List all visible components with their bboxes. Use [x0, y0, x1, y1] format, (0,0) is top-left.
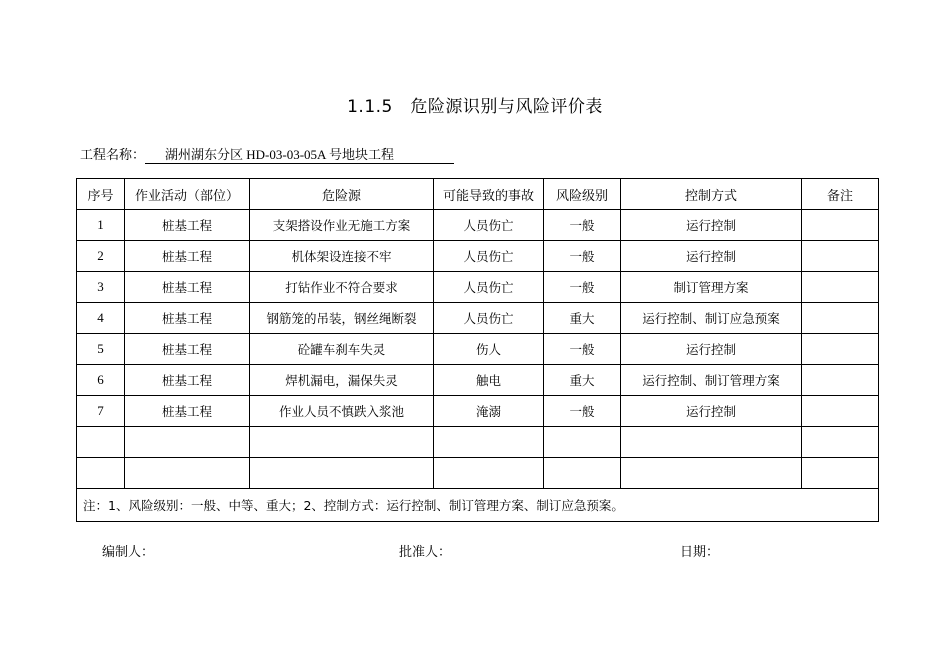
table-cell: 人员伤亡 [434, 272, 544, 303]
header-cell: 序号 [77, 179, 125, 210]
table-row [77, 272, 879, 303]
table-cell: 3 [77, 272, 125, 303]
table-cell [125, 427, 250, 458]
header-cell: 备注 [802, 179, 879, 210]
header-cell: 危险源 [250, 179, 434, 210]
table-cell: 重大 [544, 303, 621, 334]
table-cell [802, 396, 879, 427]
risk-assessment-table [76, 178, 879, 522]
table-cell: 一般 [544, 272, 621, 303]
header-cell: 控制方式 [621, 179, 802, 210]
table-cell [802, 241, 879, 272]
table-cell: 运行控制 [621, 241, 802, 272]
header-cell: 风险级别 [544, 179, 621, 210]
table-cell [434, 458, 544, 489]
table-row [77, 241, 879, 272]
table-cell [802, 334, 879, 365]
table-cell: 运行控制、制订管理方案 [621, 365, 802, 396]
prepared-by-label: 编制人： [102, 545, 155, 560]
table-cell: 机体架设连接不牢 [250, 241, 434, 272]
header-cell: 可能导致的事故 [434, 179, 544, 210]
table-cell: 作业人员不慎跌入浆池 [250, 396, 434, 427]
table-cell [802, 458, 879, 489]
table-cell [621, 458, 802, 489]
project-name-line [80, 144, 454, 164]
table-cell [802, 210, 879, 241]
table-cell: 桩基工程 [125, 365, 250, 396]
table-cell [544, 427, 621, 458]
table-row [77, 427, 879, 458]
table-cell: 7 [77, 396, 125, 427]
page-title: 1.1.5 危险源识别与风险评价表 [347, 97, 603, 117]
table-cell: 桩基工程 [125, 210, 250, 241]
table-header-row [77, 179, 879, 210]
table-cell [802, 303, 879, 334]
table-row [77, 365, 879, 396]
table-cell: 4 [77, 303, 125, 334]
table-cell [250, 458, 434, 489]
table-note-row [77, 489, 879, 522]
table-cell [802, 427, 879, 458]
project-name-label: 工程名称： [80, 148, 146, 163]
table-cell [77, 427, 125, 458]
table-row [77, 396, 879, 427]
table-cell: 运行控制 [621, 210, 802, 241]
table-cell [802, 365, 879, 396]
table-cell: 焊机漏电，漏保失灵 [250, 365, 434, 396]
project-name-value: 湖州湖东分区 HD-03-03-05A 号地块工程 [145, 144, 454, 164]
table-cell: 打钻作业不符合要求 [250, 272, 434, 303]
table-cell: 一般 [544, 396, 621, 427]
table-row [77, 210, 879, 241]
table-row [77, 458, 879, 489]
table-cell: 重大 [544, 365, 621, 396]
table-cell: 桩基工程 [125, 396, 250, 427]
table-cell: 人员伤亡 [434, 303, 544, 334]
table-body [77, 210, 879, 489]
table-cell: 一般 [544, 241, 621, 272]
table-cell: 桩基工程 [125, 241, 250, 272]
table-cell [544, 458, 621, 489]
table-cell: 运行控制 [621, 334, 802, 365]
table-cell: 桩基工程 [125, 303, 250, 334]
table-cell: 5 [77, 334, 125, 365]
table-note: 注：1、风险级别：一般、中等、重大；2、控制方式：运行控制、制订管理方案、制订应急预案。 [77, 489, 879, 522]
table-cell: 砼罐车刹车失灵 [250, 334, 434, 365]
table-cell [77, 458, 125, 489]
table-row [77, 303, 879, 334]
table-cell: 1 [77, 210, 125, 241]
table-cell: 一般 [544, 334, 621, 365]
table-cell: 支架搭设作业无施工方案 [250, 210, 434, 241]
table-cell: 运行控制、制订应急预案 [621, 303, 802, 334]
table-cell: 人员伤亡 [434, 210, 544, 241]
table-cell: 钢筋笼的吊装，钢丝绳断裂 [250, 303, 434, 334]
table-cell: 人员伤亡 [434, 241, 544, 272]
table-cell: 淹溺 [434, 396, 544, 427]
table-cell: 桩基工程 [125, 334, 250, 365]
table-cell [125, 458, 250, 489]
table-row [77, 334, 879, 365]
date-label: 日期： [680, 545, 720, 560]
table-cell [621, 427, 802, 458]
table-cell: 制订管理方案 [621, 272, 802, 303]
table-cell: 运行控制 [621, 396, 802, 427]
table-cell: 桩基工程 [125, 272, 250, 303]
header-cell: 作业活动（部位） [125, 179, 250, 210]
table-cell [250, 427, 434, 458]
table-cell: 2 [77, 241, 125, 272]
table-cell: 6 [77, 365, 125, 396]
table-cell [434, 427, 544, 458]
table-cell: 触电 [434, 365, 544, 396]
table-cell: 一般 [544, 210, 621, 241]
table-cell [802, 272, 879, 303]
approved-by-label: 批准人： [399, 545, 452, 560]
table-cell: 伤人 [434, 334, 544, 365]
